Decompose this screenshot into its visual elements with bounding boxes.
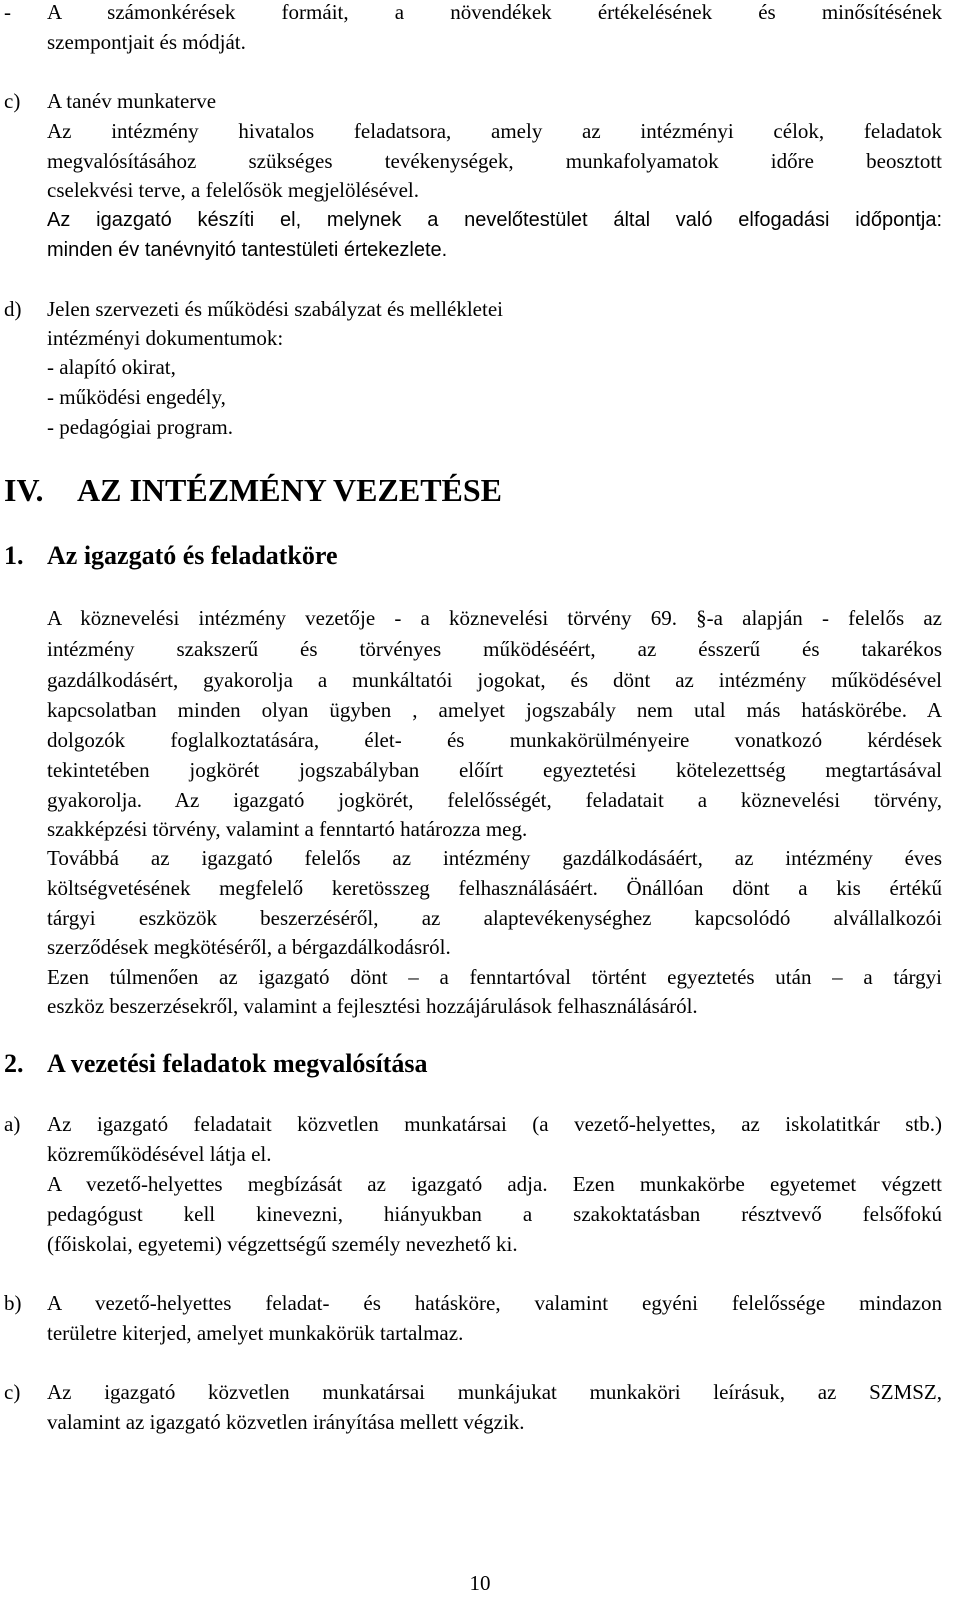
text-line: Az igazgató feladatait közvetlen munkatársai (a vezető-helyettes, az iskolatitkár stb.) [47,1112,942,1136]
list-marker: - [4,0,11,24]
list-marker: a) [4,1112,21,1136]
list-marker: c) [4,1380,21,1404]
text-line: szerződések megkötéséről, a bérgazdálkodásról. [47,935,451,959]
text-line: gazdálkodásért, gyakorolja a munkáltatói jogokat, és dönt az intézmény működésével [47,668,942,692]
text-line: A számonkérések formáit, a növendékek értékelésének és minősítésének [47,0,942,24]
section-heading [4,1047,428,1081]
text-line: cselekvési terve, a felelősök megjelölésével. [47,178,420,202]
text-line: Az intézmény hivatalos feladatsora, amely az intézményi célok, feladatok [47,119,942,143]
text-line: kapcsolatban minden olyan ügyben , amelyet jogszabály nem utal más hatáskörébe. A [47,698,942,722]
text-line: közreműködésével látja el. [47,1142,272,1166]
bullet-item: - működési engedély, [47,385,226,409]
item-heading: A tanév munkaterve [47,89,217,113]
text-line: dolgozók foglalkoztatására, élet- és munkakörülményeire vonatkozó kérdések [47,728,942,752]
text-line: tárgyi eszközök beszerzéséről, az alaptevékenységhez kapcsolódó alvállalkozói [47,906,942,930]
text-line: Az igazgató közvetlen munkatársai munkájukat munkaköri leírásuk, az SZMSZ, [47,1380,942,1404]
text-line: Jelen szervezeti és működési szabályzat és mellékletei [47,297,503,321]
text-line: Továbbá az igazgató felelős az intézmény gazdálkodásáért, az intézmény éves [47,846,942,870]
text-line: eszköz beszerzésekről, valamint a fejlesztési hozzájárulások felhasználásáról. [47,994,698,1018]
section-title: A vezetési feladatok megvalósítása [47,1049,428,1078]
page-number: 10 [469,1571,491,1595]
text-line: szakképzési törvény, valamint a fenntartó határozza meg. [47,817,528,841]
section-number: 1. [4,541,24,570]
text-line: tekintetében jogkörét jogszabályban előírt egyeztetési kötelezettség megtartásával [47,758,942,782]
text-line: A köznevelési intézmény vezetője - a köznevelési törvény 69. §-a alapján - felelős az [47,606,942,630]
text-line: A vezető-helyettes feladat- és hatásköre, valamint egyéni felelőssége mindazon [47,1291,942,1315]
text-line: intézményi dokumentumok: [47,326,284,350]
list-marker: d) [4,297,22,321]
chapter-heading [4,470,502,510]
text-line: intézmény szakszerű és törvényes működéséért, az ésszerű és takarékos [47,637,942,661]
text-line: pedagógust kell kinevezni, hiányukban a szakoktatásban résztvevő felsőfokú [47,1202,942,1226]
section-heading [4,539,338,573]
text-line: valamint az igazgató közvetlen irányítása mellett végzik. [47,1410,525,1434]
list-marker: b) [4,1291,22,1315]
section-title: Az igazgató és feladatköre [47,541,338,570]
section-number: 2. [4,1049,24,1078]
text-line: Az igazgató készíti el, melynek a nevelőtestület által való elfogadási időpontja: [47,209,942,231]
list-marker: c) [4,89,21,113]
text-line: gyakorolja. Az igazgató jogkörét, felelősségét, feladatait a köznevelési törvény, [47,788,942,812]
text-line: (főiskolai, egyetemi) végzettségű személy nevezhető ki. [47,1232,518,1256]
text-line: szempontjait és módját. [47,30,246,54]
bullet-item: - pedagógiai program. [47,415,234,439]
text-line: minden év tanévnyitó tantestületi értekezlete. [47,239,448,261]
text-line: megvalósításához szükséges tevékenységek, munkafolyamatok időre beosztott [47,149,942,173]
text-line: Ezen túlmenően az igazgató dönt – a fenntartóval történt egyeztetés után – a tárgyi [47,965,942,989]
text-line: területre kiterjed, amelyet munkakörük tartalmaz. [47,1321,464,1345]
text-line: A vezető-helyettes megbízását az igazgató adja. Ezen munkakörbe egyetemet végzett [47,1172,942,1196]
chapter-number: IV. [4,472,44,508]
text-line: költségvetésének megfelelő keretösszeg felhasználásáért. Önállóan dönt a kis értékű [47,876,942,900]
chapter-title: AZ INTÉZMÉNY VEZETÉSE [77,472,503,508]
bullet-item: - alapító okirat, [47,355,176,379]
